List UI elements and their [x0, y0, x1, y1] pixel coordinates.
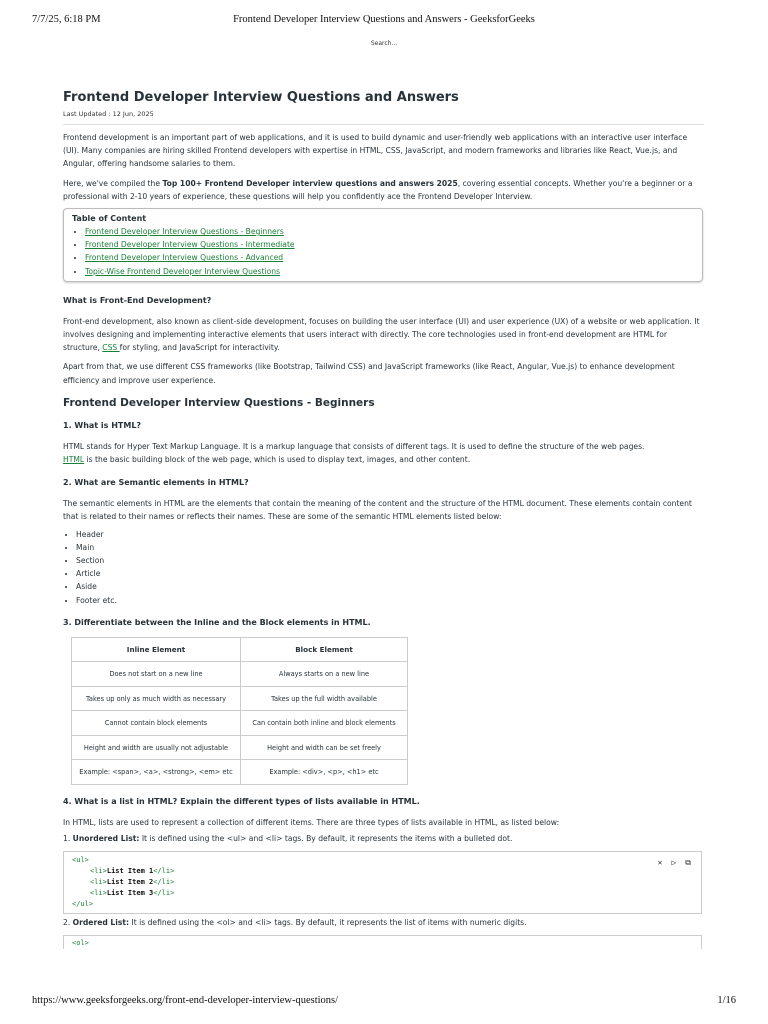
page-number: 1/16	[717, 995, 736, 1006]
table-cell: Always starts on a new line	[241, 662, 408, 687]
code-block-ol[interactable]	[63, 935, 702, 949]
table-header-block: Block Element	[241, 637, 408, 662]
list-item: • Section	[76, 554, 704, 567]
toc-link-topic-wise[interactable]: Topic-Wise Frontend Developer Interview Questions	[85, 266, 281, 276]
code-line: </ul>	[72, 900, 94, 909]
table-cell: Height and width are usually not adjustable	[72, 735, 241, 760]
search-input[interactable]: Search...	[370, 40, 398, 47]
q2-heading: 2. What are Semantic elements in HTML?	[63, 478, 249, 488]
close-icon[interactable]: ✕	[657, 858, 663, 868]
table-cell: Cannot contain block elements	[72, 711, 241, 736]
list-item: • Article	[76, 567, 704, 580]
list-item: • Footer etc.	[76, 594, 704, 607]
table-header-inline: Inline Element	[72, 637, 241, 662]
table-of-content	[63, 208, 703, 282]
toc-link-beginners[interactable]: Frontend Developer Interview Questions - Beginners	[85, 227, 284, 237]
css-link[interactable]: CSS	[102, 343, 120, 353]
unordered-list-desc: 1. Unordered List: It is defined using the <ul> and <li> tags. By default, it represents the items with a bulleted dot.	[63, 834, 513, 844]
list-item: • Aside	[76, 580, 704, 593]
intro-paragraph-2: Here, we've compiled the Top 100+ Frontend Developer interview questions and answers 2025, covering essential concepts. Whether you're a beginner or a professional with 2-10 years of experience, these questions will help you confidently ace the Frontend Developer Interview.	[63, 178, 693, 201]
table-row	[72, 711, 408, 736]
html-link[interactable]: HTML	[63, 455, 85, 465]
run-icon[interactable]: ▷	[671, 858, 677, 868]
table-row	[72, 760, 408, 785]
table-cell: Example: <span>, <a>, <strong>, <em> etc	[72, 760, 241, 785]
table-row	[72, 662, 408, 687]
front-end-paragraph-2: Apart from that, we use different CSS frameworks (like Bootstrap, Tailwind CSS) and JavaScript frameworks (like React, Angular, Vue.js) to enhance development efficiency and improve user experience.	[63, 362, 675, 385]
q3-heading: 3. Differentiate between the Inline and the Block elements in HTML.	[63, 617, 371, 627]
page-url: https://www.geeksforgeeks.org/front-end-developer-interview-questions/	[32, 995, 339, 1006]
table-cell: Example: <div>, <p>, <h1> etc	[241, 760, 408, 785]
copy-icon[interactable]: ⧉	[685, 858, 691, 868]
semantic-elements-list	[63, 528, 704, 607]
intro-paragraph-1: Frontend development is an important part of web applications, and it is used to build dynamic and user-friendly web applications with an interactive user interface (UI). Many companies are hiring skilled Frontend developers with expertise in HTML, CSS, JavaScript, and modern frameworks and libraries like React, Vue.js, and Angular, offering handsome salaries to them.	[63, 133, 688, 169]
table-row	[72, 686, 408, 711]
table-cell: Takes up only as much width as necessary	[72, 686, 241, 711]
list-item: • Header	[76, 528, 704, 541]
list-item: • Main	[76, 541, 704, 554]
table-cell: Height and width can be set freely	[241, 735, 408, 760]
ordered-list-desc: 2. Ordered List: It is defined using the <ol> and <li> tags. By default, it represents the list of items with numeric digits.	[63, 918, 527, 928]
heading-beginners: Frontend Developer Interview Questions - Beginners	[63, 396, 375, 409]
code-line: <li>List Item 1</li>	[90, 867, 175, 876]
last-updated: Last Updated : 12 Jun, 2025	[63, 110, 704, 125]
print-title: Frontend Developer Interview Questions and Answers - GeeksforGeeks	[233, 14, 535, 25]
q1-heading: 1. What is HTML?	[63, 420, 142, 430]
code-line: <li>List Item 2</li>	[90, 878, 175, 887]
table-header-row	[72, 637, 408, 662]
code-toolbar	[658, 857, 691, 868]
q4-paragraph: In HTML, lists are used to represent a collection of different items. There are three types of lists available in HTML, as listed below:	[63, 817, 560, 827]
toc-title: Table of Content	[72, 214, 147, 224]
code-block-ul[interactable]	[63, 851, 702, 914]
table-row	[72, 735, 408, 760]
front-end-paragraph-1: Front-end development, also known as client-side development, focuses on building the user interface (UI) and user experience (UX) of a website or web application. It involves designing and implementing interactive elements that users interact with directly. The core technologies used in front-end development are HTML for structure, CSS for styling, and JavaScript for interactivity.	[63, 316, 700, 353]
table-cell: Can contain both inline and block elements	[241, 711, 408, 736]
print-date: 7/7/25, 6:18 PM	[32, 14, 101, 25]
table-cell: Does not start on a new line	[72, 662, 241, 687]
page-title: Frontend Developer Interview Questions and Answers	[63, 90, 459, 105]
q4-heading: 4. What is a list in HTML? Explain the different types of lists available in HTML.	[63, 796, 420, 806]
code-line: <li>List Item 3</li>	[90, 889, 175, 898]
heading-front-end: What is Front-End Development?	[63, 295, 212, 305]
article	[63, 90, 704, 949]
table-cell: Takes up the full width available	[241, 686, 408, 711]
inline-block-table	[71, 637, 408, 785]
code-line: <ul>	[72, 856, 89, 865]
toc-link-intermediate[interactable]: Frontend Developer Interview Questions - Intermediate	[85, 240, 295, 250]
code-line: <ol>	[72, 939, 89, 948]
q2-paragraph: The semantic elements in HTML are the elements that contain the meaning of the content and the structure of the HTML document. These elements contain content that is related to their names or reflects their names. These are some of the semantic HTML elements listed below:	[63, 499, 692, 522]
q1-paragraph: HTML stands for Hyper Text Markup Language. It is a markup language that consists of different tags. It is used to define the structure of the web pages. HTML is the basic building block of the web page, which is used to display text, images, and other content.	[63, 441, 645, 465]
toc-link-advanced[interactable]: Frontend Developer Interview Questions - Advanced	[85, 253, 284, 263]
